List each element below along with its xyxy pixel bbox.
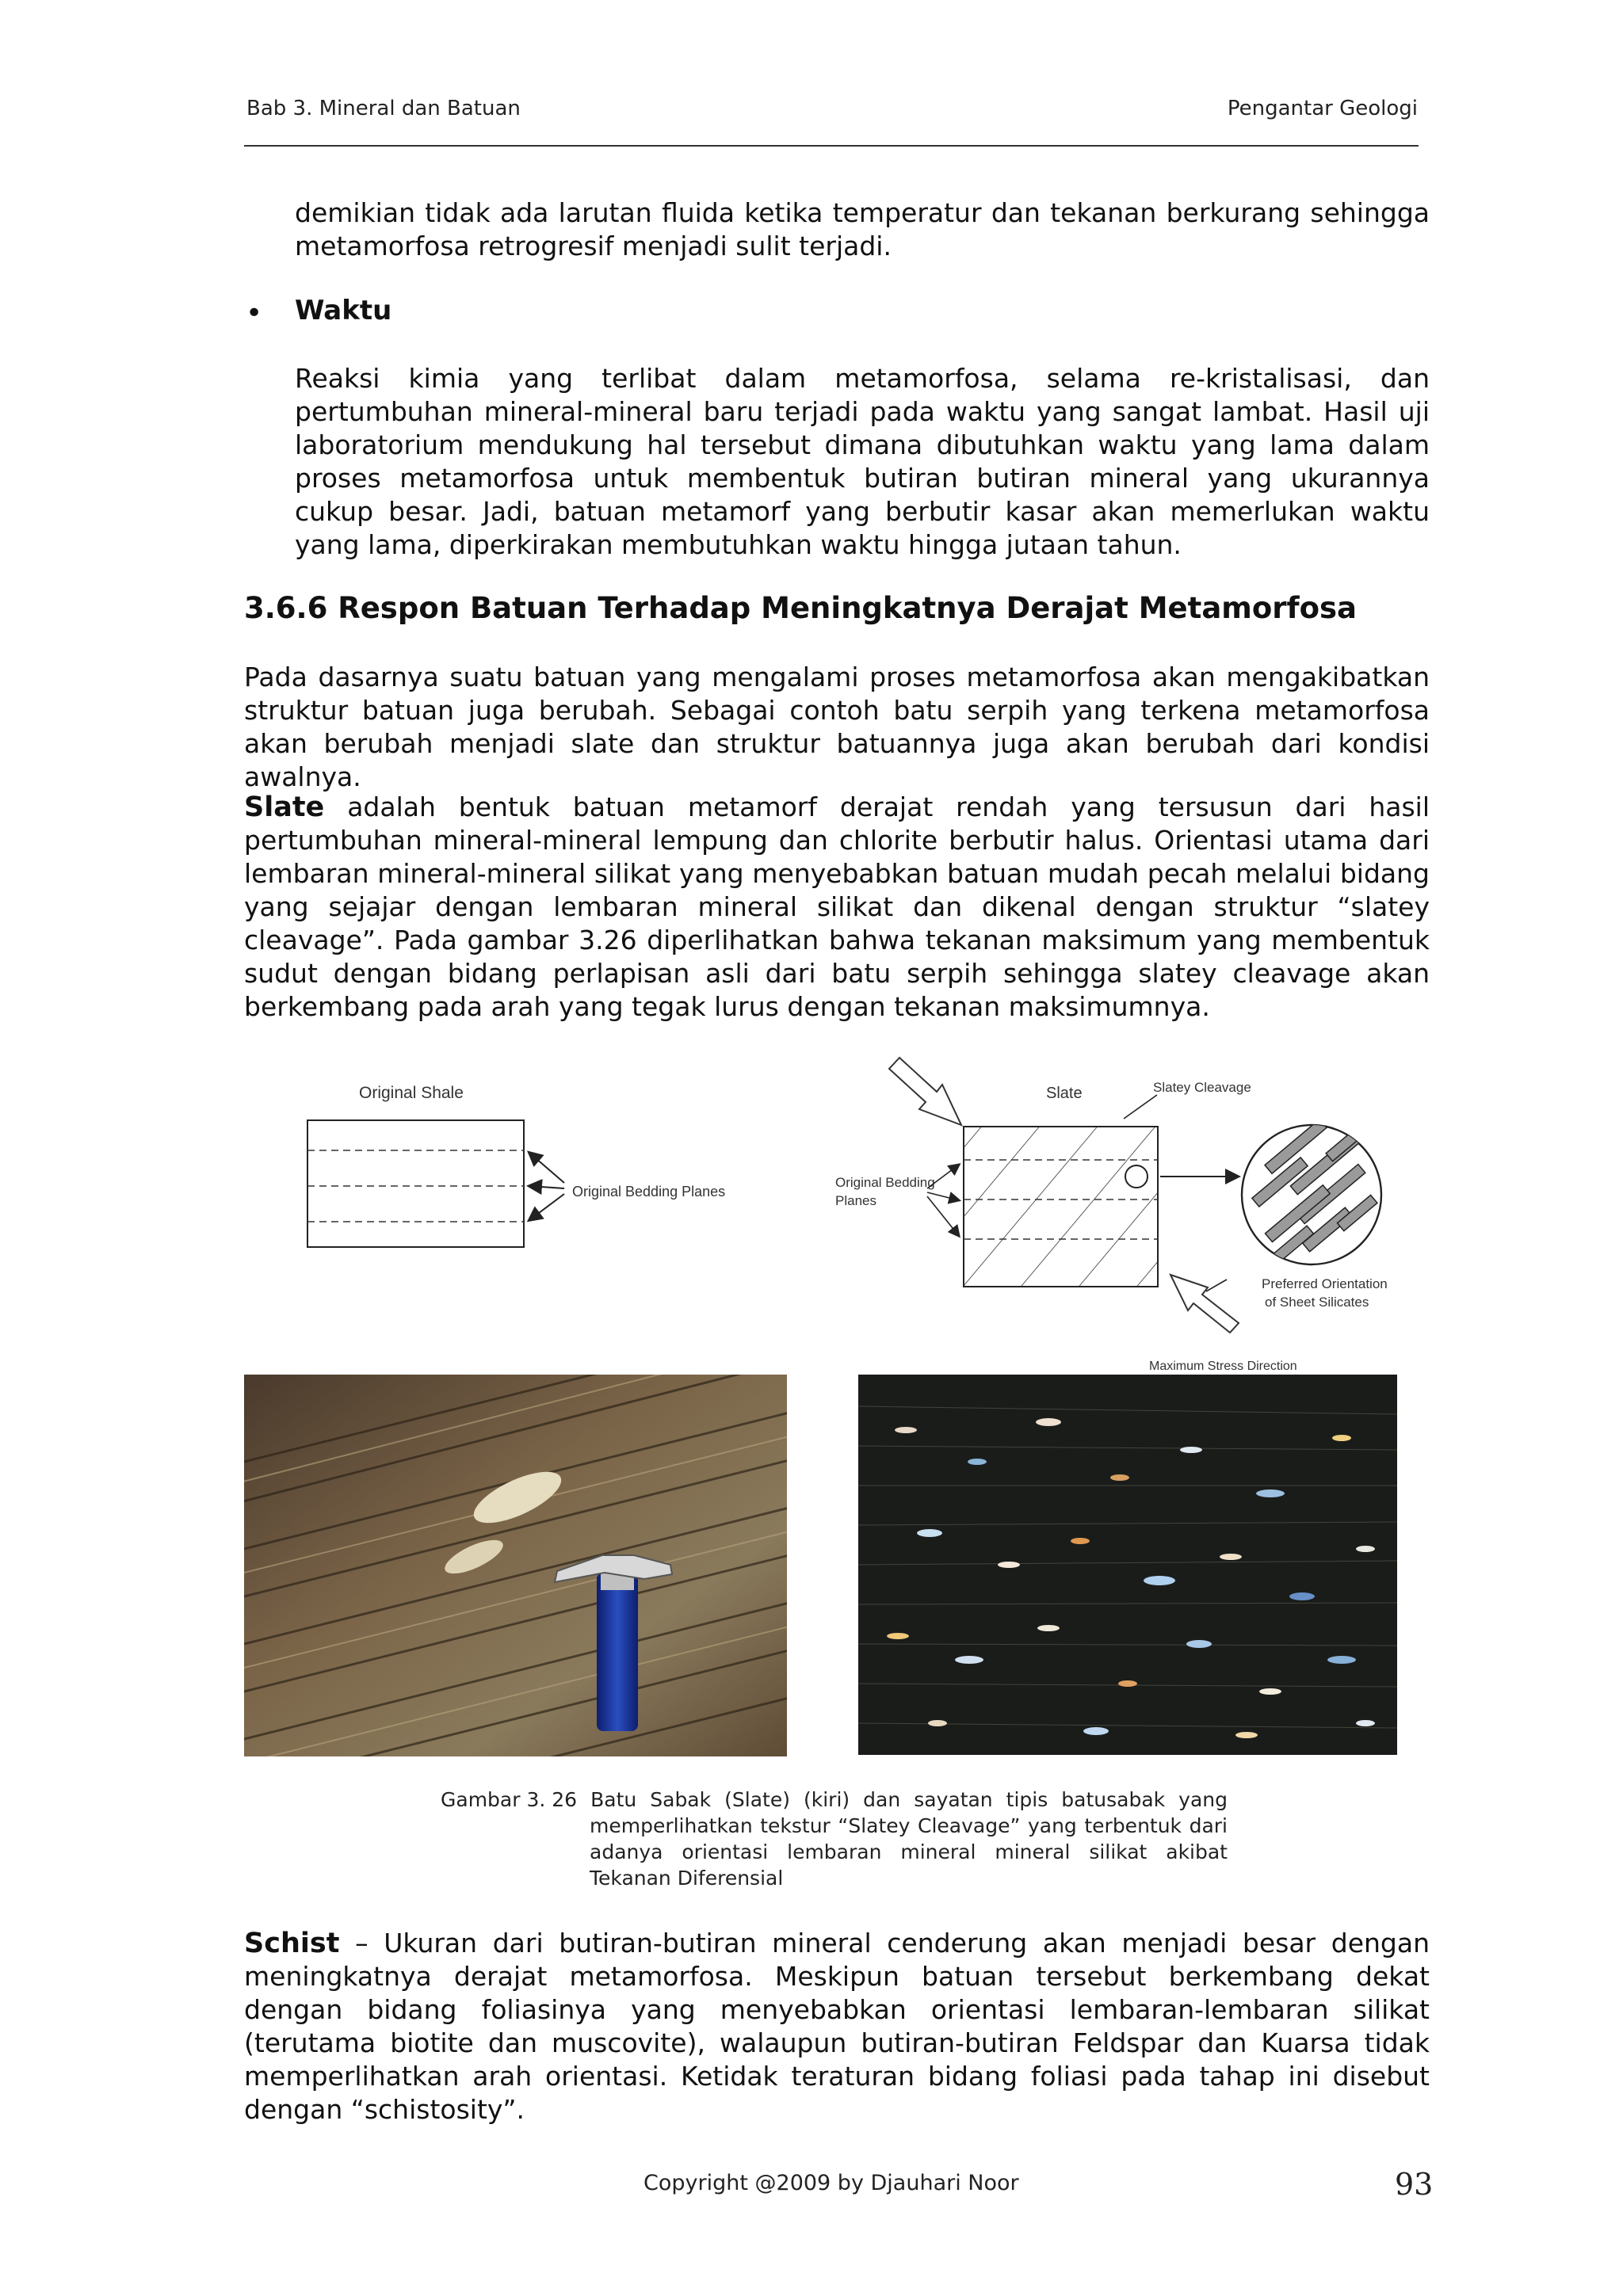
label-max-stress: Maximum Stress Direction: [1149, 1360, 1297, 1373]
label-original-bedding-planes: Original Bedding Planes: [572, 1184, 726, 1199]
slate-cleavage-diagram: [238, 1046, 1411, 1379]
label-bedding-line1: Original Bedding: [835, 1175, 935, 1190]
label-bedding-line2: Planes: [835, 1193, 876, 1208]
chapter-title: Bab 3. Mineral dan Batuan: [246, 97, 521, 120]
label-slate: Slate: [1046, 1085, 1083, 1102]
stress-arrow-top: [889, 1058, 961, 1125]
pointer-line: [1206, 1280, 1227, 1291]
schist-text: – Ukuran dari butiran-butiran mineral cenderung akan menjadi besar dengan meningkatnya derajat metamorfosa. Meskipun batuan tersebut berkembang dekat dengan bidang foliasinya yang menyebabkan orientasi lembaran-lembaran silikat (terutama biotite dan muscovite), walaupun butiran-butiran Feldspar dan Kuarsa tidak memperlihatkan arah orientasi. Ketidak teraturan bidang foliasi pada tahap ini disebut dengan “schistosity”.: [244, 1928, 1430, 2125]
slate-lead: Slate: [244, 791, 325, 823]
label-preferred-line2: of Sheet Silicates: [1265, 1295, 1369, 1310]
label-slatey-cleavage: Slatey Cleavage: [1153, 1080, 1251, 1095]
pointer-arrow: [529, 1194, 564, 1220]
pointer-line: [1124, 1095, 1157, 1119]
book-title: Pengantar Geologi: [1227, 97, 1418, 120]
page-number: 93: [1395, 2167, 1434, 2202]
schist-paragraph: [244, 1927, 1430, 2126]
slate-text: adalah bentuk batuan metamorf derajat rendah yang tersusun dari hasil pertumbuhan mineral-mineral lempung dan chlorite berbutir halus. Orientasi utama dari lembaran mineral-mineral silikat yang menyebabkan batuan mudah pecah melalui bidang yang sejajar dengan lembaran mineral silikat dan dikenal dengan struktur “slatey cleavage”. Pada gambar 3.26 diperlihatkan bahwa tekanan maksimum yang membentuk sudut dengan bidang perlapisan asli dari batu serpih sehingga slatey cleavage akan berkembang pada arah yang tegak lurus dengan tekanan maksimumnya.: [244, 791, 1430, 1022]
caption-first-text: Batu Sabak (Slate) (kiri) dan sayatan tipis batusabak yang: [590, 1788, 1228, 1811]
running-header: [246, 97, 1418, 144]
caption-number: Gambar 3. 26: [441, 1788, 578, 1811]
pointer-arrow: [529, 1153, 564, 1183]
figure-caption: [441, 1787, 1228, 1891]
shale-block: [307, 1120, 524, 1247]
pointer-arrow: [927, 1192, 959, 1200]
pointer-arrow: [529, 1186, 564, 1188]
stress-arrow-bottom: [1170, 1275, 1239, 1333]
slate-block: [964, 1127, 1158, 1287]
caption-first-line: [441, 1787, 1228, 1813]
slate-paragraph: [244, 791, 1430, 1024]
bullet-title: Waktu: [295, 295, 392, 326]
intro-paragraph: demikian tidak ada larutan fluida ketika temperatur dan tekanan berkurang sehingga metamorfosa retrogresif menjadi sulit terjadi.: [295, 197, 1430, 261]
section-heading: 3.6.6 Respon Batuan Terhadap Meningkatnya Derajat Metamorfosa: [244, 591, 1358, 625]
footer-copyright: Copyright @2009 by Djauhari Noor: [643, 2171, 1019, 2195]
schist-lead: Schist: [244, 1928, 340, 1959]
thin-section-photo: [858, 1375, 1397, 1755]
sheet-silicates-circle: [1242, 1119, 1381, 1264]
header-divider: [244, 145, 1419, 147]
bullet-icon: •: [246, 297, 263, 330]
section-paragraph: Pada dasarnya suatu batuan yang mengalami proses metamorfosa akan mengakibatkan struktur batuan juga berubah. Sebagai contoh batu serpih yang terkena metamorfosa akan berubah menjadi slate dan struktur batuannya juga akan berubah dari kondisi awalnya.: [244, 662, 1430, 792]
pointer-arrow: [927, 1196, 959, 1236]
label-preferred-line1: Preferred Orientation: [1262, 1276, 1388, 1291]
magnify-spot: [1125, 1165, 1148, 1188]
bullet-paragraph: Reaksi kimia yang terlibat dalam metamorfosa, selama re-kristalisasi, dan pertumbuhan mineral-mineral baru terjadi pada waktu yang sangat lambat. Hasil uji laboratorium mendukung hal tersebut dimana dibutuhkan waktu yang lama dalam proses metamorfosa untuk membentuk butiran butiran mineral yang ukurannya cukup besar. Jadi, batuan metamorf yang berbutir kasar akan memerlukan waktu yang lama, diperkirakan membutuhkan waktu hingga jutaan tahun.: [295, 363, 1430, 560]
slate-outcrop-photo: [244, 1375, 787, 1756]
label-original-shale: Original Shale: [359, 1084, 464, 1102]
caption-continuation: memperlihatkan tekstur “Slatey Cleavage” yang terbentuk dari adanya orientasi lembaran mineral mineral silikat akibat Tekanan Diferensial: [590, 1814, 1228, 1890]
